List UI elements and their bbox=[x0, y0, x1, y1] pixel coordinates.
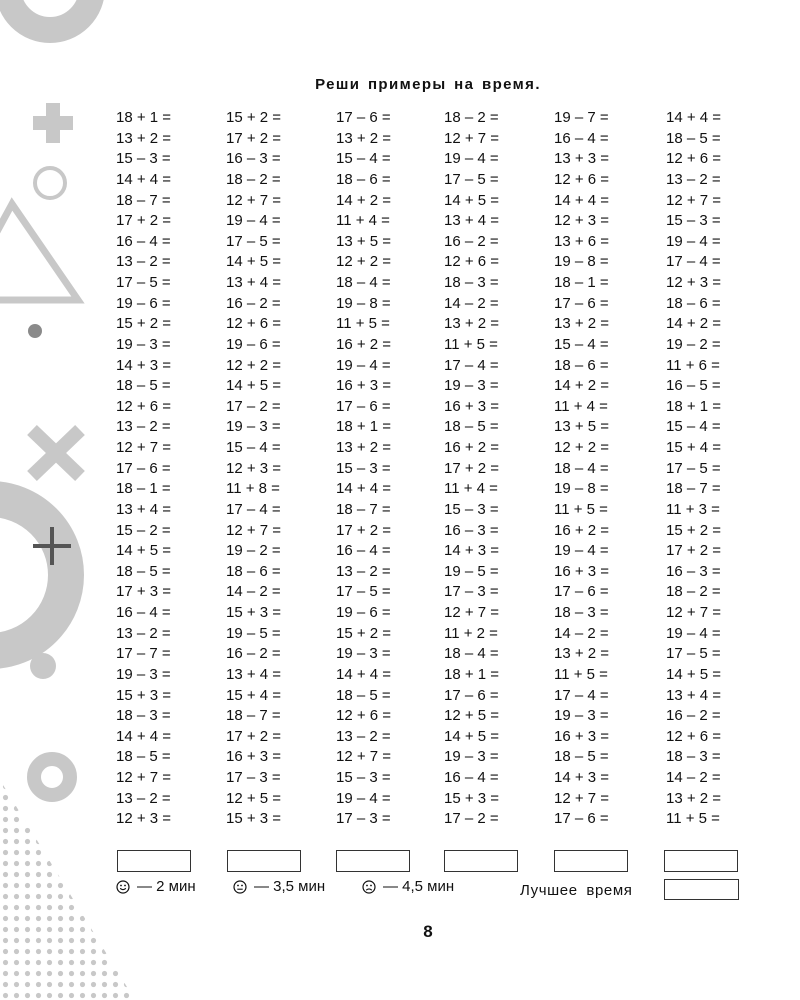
math-problem: 17 + 3 = bbox=[116, 583, 172, 601]
math-problem: 15 – 4 = bbox=[226, 439, 281, 456]
math-problem: 17 – 2 = bbox=[226, 397, 281, 415]
math-problem: 18 – 4 = bbox=[444, 645, 499, 663]
math-problem: 15 + 3 = bbox=[116, 686, 172, 704]
legend-text-medium: — 3,5 мин bbox=[254, 878, 326, 895]
math-problem: 14 + 4 = bbox=[554, 191, 610, 209]
math-problem: 12 + 6 = bbox=[666, 727, 722, 745]
math-problem: 17 – 4 = bbox=[444, 356, 499, 374]
math-problem: 14 – 2 = bbox=[554, 624, 609, 642]
math-problem: 15 + 3 = bbox=[444, 789, 500, 807]
math-problem: 17 – 7 = bbox=[116, 645, 171, 663]
math-problem: 19 – 8 = bbox=[554, 480, 609, 498]
math-problem: 13 + 5 = bbox=[554, 418, 610, 436]
math-problem: 15 – 4 = bbox=[554, 335, 609, 353]
math-problem: 12 + 2 = bbox=[336, 253, 392, 271]
math-problem: 19 – 8 = bbox=[554, 253, 609, 271]
math-problem: 14 + 4 = bbox=[336, 665, 392, 683]
math-problem: 16 – 2 = bbox=[666, 707, 721, 725]
math-problem: 17 – 6 = bbox=[336, 109, 391, 126]
math-problem: 15 – 3 = bbox=[116, 150, 171, 168]
math-problem: 16 + 3 = bbox=[336, 377, 392, 395]
math-problem: 11 + 5 = bbox=[336, 315, 390, 333]
math-problem: 17 – 4 = bbox=[554, 686, 609, 704]
smiling-face-icon bbox=[116, 880, 130, 894]
math-problem: 18 – 7 = bbox=[666, 480, 721, 498]
math-problem: 11 + 5 = bbox=[554, 500, 608, 518]
math-problem: 18 – 3 = bbox=[116, 707, 171, 725]
answer-box-column-2[interactable] bbox=[227, 850, 301, 872]
math-problem: 14 + 3 = bbox=[116, 356, 172, 374]
math-problem: 14 + 5 = bbox=[226, 377, 282, 395]
large-ring-shape bbox=[0, 499, 66, 651]
math-problem: 15 + 2 = bbox=[116, 315, 172, 333]
math-problem: 15 + 3 = bbox=[226, 604, 282, 621]
math-problem: 19 – 3 = bbox=[116, 335, 171, 353]
answer-box-column-3[interactable] bbox=[336, 850, 410, 872]
math-problem: 15 + 4 = bbox=[226, 686, 282, 704]
math-problem: 13 + 2 = bbox=[336, 439, 392, 456]
math-problem: 14 + 3 = bbox=[444, 542, 500, 560]
legend-text-fast: — 2 мин bbox=[137, 878, 196, 895]
math-problem: 16 – 3 = bbox=[226, 150, 281, 168]
math-problem: 18 – 2 = bbox=[444, 109, 499, 126]
math-problem: 13 + 2 = bbox=[336, 129, 392, 147]
math-problem: 12 + 7 = bbox=[444, 129, 500, 147]
math-problem: 16 + 2 = bbox=[554, 521, 610, 539]
math-problem: 16 – 3 = bbox=[444, 521, 499, 539]
math-problem: 19 – 6 = bbox=[226, 335, 281, 353]
math-problem: 11 + 3 = bbox=[666, 500, 720, 518]
math-problem: 16 – 4 = bbox=[444, 769, 499, 786]
math-problem: 15 – 4 = bbox=[336, 150, 391, 168]
dot-shape bbox=[28, 324, 42, 338]
math-problem: 13 – 2 = bbox=[116, 624, 171, 642]
grey-dot-shape bbox=[30, 653, 56, 679]
math-problem: 18 – 1 = bbox=[116, 480, 171, 498]
math-problem: 18 – 3 = bbox=[444, 274, 499, 291]
math-problem: 11 + 8 = bbox=[226, 480, 280, 498]
math-problem: 12 + 6 = bbox=[666, 150, 722, 168]
answer-box-column-4[interactable] bbox=[444, 850, 518, 872]
math-problem: 19 – 4 = bbox=[336, 789, 391, 807]
math-problem: 14 + 5 = bbox=[116, 542, 172, 560]
math-problem: 13 + 4 = bbox=[226, 274, 282, 291]
math-problem: 18 – 5 = bbox=[116, 562, 171, 580]
math-problem: 11 + 5 = bbox=[554, 665, 608, 683]
math-problem: 17 – 3 = bbox=[444, 583, 499, 601]
math-problem: 16 + 3 = bbox=[554, 562, 610, 580]
math-problem: 18 – 6 = bbox=[226, 562, 281, 580]
math-problem: 14 – 2 = bbox=[444, 294, 499, 312]
math-problem: 13 – 2 = bbox=[116, 789, 171, 807]
math-problem: 11 + 6 = bbox=[666, 356, 720, 374]
math-problem: 13 + 2 = bbox=[666, 789, 722, 807]
math-problem: 19 – 5 = bbox=[226, 624, 281, 642]
math-problem: 17 + 2 = bbox=[226, 129, 282, 147]
math-problem: 16 – 4 = bbox=[336, 542, 391, 560]
plus-icon bbox=[33, 103, 73, 143]
math-problem: 19 – 5 = bbox=[444, 562, 499, 580]
math-problem: 14 + 2 = bbox=[336, 191, 392, 209]
math-problem: 15 + 4 = bbox=[666, 439, 722, 456]
math-problem: 14 + 4 = bbox=[116, 170, 172, 188]
math-problem: 19 – 3 = bbox=[336, 645, 391, 663]
dotted-pattern bbox=[0, 780, 135, 1000]
math-problem: 17 – 5 = bbox=[226, 232, 281, 250]
math-problem: 19 – 3 = bbox=[554, 707, 609, 725]
math-problem: 11 + 4 = bbox=[336, 212, 390, 230]
page-title: Реши примеры на время. bbox=[315, 76, 541, 93]
math-problem: 18 – 7 = bbox=[226, 707, 281, 725]
math-problem: 14 + 4 = bbox=[666, 109, 722, 126]
math-problem: 18 – 5 = bbox=[336, 686, 391, 704]
math-problem: 12 + 7 = bbox=[116, 439, 172, 456]
math-problem: 15 + 2 = bbox=[336, 624, 392, 642]
math-problem: 16 + 2 = bbox=[336, 335, 392, 353]
math-problem: 13 + 5 = bbox=[336, 232, 392, 250]
answer-box-column-6[interactable] bbox=[664, 850, 738, 872]
math-problem: 14 + 3 = bbox=[554, 769, 610, 786]
math-problem: 12 + 7 = bbox=[226, 191, 282, 209]
math-problem: 17 + 2 = bbox=[666, 542, 722, 560]
math-problem: 14 + 5 = bbox=[444, 191, 500, 209]
math-problem: 16 + 2 = bbox=[444, 439, 500, 456]
math-problem: 19 – 2 = bbox=[666, 335, 721, 353]
math-problem: 12 + 2 = bbox=[554, 439, 610, 456]
math-problem: 12 + 6 = bbox=[554, 170, 610, 188]
math-problem: 13 + 2 = bbox=[554, 645, 610, 663]
math-problem: 14 + 2 = bbox=[666, 315, 722, 333]
math-problem: 16 – 5 = bbox=[666, 377, 721, 395]
math-problem: 17 – 6 = bbox=[554, 810, 609, 828]
math-problem: 17 – 5 = bbox=[444, 170, 499, 188]
legend-item-fast bbox=[116, 878, 196, 895]
math-problem: 13 – 2 = bbox=[336, 727, 391, 745]
math-problem: 16 + 3 = bbox=[226, 748, 282, 766]
math-problem: 19 – 4 = bbox=[666, 232, 721, 250]
math-problem: 19 – 4 = bbox=[336, 356, 391, 374]
multiply-icon bbox=[32, 430, 80, 476]
math-problem: 19 – 3 = bbox=[444, 377, 499, 395]
math-problem: 12 + 3 = bbox=[554, 212, 610, 230]
math-problem: 16 – 2 = bbox=[226, 645, 281, 663]
math-problem: 15 – 3 = bbox=[336, 769, 391, 786]
page-number: 8 bbox=[423, 922, 433, 941]
math-problem: 19 – 4 = bbox=[444, 150, 499, 168]
math-problem: 19 – 8 = bbox=[336, 294, 391, 312]
math-problem: 15 + 2 = bbox=[666, 521, 722, 539]
math-problem: 13 – 2 = bbox=[116, 253, 171, 271]
math-problem: 18 – 5 = bbox=[444, 418, 499, 436]
problem-grid bbox=[116, 108, 756, 830]
math-problem: 11 + 4 = bbox=[444, 480, 498, 498]
legend-item-medium bbox=[233, 878, 325, 895]
math-problem: 13 – 2 = bbox=[666, 170, 721, 188]
math-problem: 12 + 7 = bbox=[336, 748, 392, 766]
math-problem: 17 – 6 = bbox=[116, 459, 171, 477]
math-problem: 17 + 2 = bbox=[444, 459, 500, 477]
math-problem: 16 + 3 = bbox=[444, 397, 500, 415]
math-problem: 18 – 5 = bbox=[116, 377, 171, 395]
math-problem: 13 + 2 = bbox=[444, 315, 500, 333]
ring-shape-top bbox=[8, 0, 92, 30]
math-problem: 13 + 6 = bbox=[554, 232, 610, 250]
math-problem: 12 + 6 = bbox=[116, 397, 172, 415]
math-problem: 18 – 4 = bbox=[336, 274, 391, 291]
math-problem: 16 – 4 = bbox=[554, 129, 609, 147]
math-problem: 19 – 3 = bbox=[226, 418, 281, 436]
math-problem: 11 + 2 = bbox=[444, 624, 498, 642]
math-problem: 13 + 4 = bbox=[116, 500, 172, 518]
math-problem: 19 – 7 = bbox=[554, 109, 609, 126]
math-problem: 15 + 3 = bbox=[226, 810, 282, 828]
math-problem: 14 – 2 = bbox=[226, 583, 281, 601]
math-problem: 12 + 6 = bbox=[226, 315, 282, 333]
math-problem: 19 – 4 = bbox=[554, 542, 609, 560]
sad-face-icon bbox=[362, 880, 376, 894]
math-problem: 13 + 2 = bbox=[116, 129, 172, 147]
math-problem: 19 – 2 = bbox=[226, 542, 281, 560]
math-problem: 19 – 4 = bbox=[666, 624, 721, 642]
math-problem: 15 + 2 = bbox=[226, 109, 282, 126]
math-problem: 18 + 1 = bbox=[116, 109, 172, 126]
math-problem: 13 – 2 = bbox=[336, 562, 391, 580]
math-problem: 16 – 2 = bbox=[444, 232, 499, 250]
math-problem: 18 + 1 = bbox=[444, 665, 500, 683]
math-problem: 17 – 6 = bbox=[444, 686, 499, 704]
legend-item-slow bbox=[362, 878, 454, 895]
best-time-box[interactable] bbox=[664, 879, 739, 900]
math-problem: 17 + 2 = bbox=[116, 212, 172, 230]
math-problem: 18 – 5 = bbox=[666, 129, 721, 147]
math-problem: 18 – 6 = bbox=[554, 356, 609, 374]
math-problem: 12 + 7 = bbox=[554, 789, 610, 807]
math-problem: 12 + 5 = bbox=[226, 789, 282, 807]
math-problem: 19 – 4 = bbox=[226, 212, 281, 230]
math-problem: 12 + 7 = bbox=[444, 604, 500, 621]
math-problem: 13 – 2 = bbox=[116, 418, 171, 436]
math-problem: 17 – 5 = bbox=[666, 459, 721, 477]
math-problem: 16 – 4 = bbox=[116, 604, 171, 621]
math-problem: 18 – 3 = bbox=[666, 748, 721, 766]
math-problem: 11 + 5 = bbox=[444, 335, 498, 353]
small-ring-shape bbox=[35, 168, 65, 198]
math-problem: 11 + 4 = bbox=[554, 397, 608, 415]
math-problem: 14 + 4 = bbox=[336, 480, 392, 498]
math-problem: 11 + 5 = bbox=[666, 810, 720, 828]
math-problem: 17 – 3 = bbox=[336, 810, 391, 828]
math-problem: 19 – 3 = bbox=[116, 665, 171, 683]
math-problem: 17 + 2 = bbox=[226, 727, 282, 745]
math-problem: 13 + 4 = bbox=[226, 665, 282, 683]
math-problem: 18 – 6 = bbox=[666, 294, 721, 312]
triangle-shape bbox=[0, 204, 78, 300]
math-problem: 14 + 5 = bbox=[666, 665, 722, 683]
math-problem: 17 – 6 = bbox=[554, 583, 609, 601]
math-problem: 12 + 3 = bbox=[116, 810, 172, 828]
math-problem: 18 – 2 = bbox=[226, 170, 281, 188]
math-problem: 18 – 5 = bbox=[554, 748, 609, 766]
math-problem: 13 + 3 = bbox=[554, 150, 610, 168]
math-problem: 15 – 3 = bbox=[666, 212, 721, 230]
math-problem: 15 – 3 = bbox=[336, 459, 391, 477]
ring-shape-lower bbox=[34, 759, 70, 795]
math-problem: 15 – 2 = bbox=[116, 521, 171, 539]
math-problem: 13 + 4 = bbox=[666, 686, 722, 704]
math-problem: 17 – 6 = bbox=[554, 294, 609, 312]
math-problem: 12 + 6 = bbox=[444, 253, 500, 271]
math-problem: 17 – 5 = bbox=[116, 274, 171, 291]
math-problem: 16 – 4 = bbox=[116, 232, 171, 250]
answer-box-column-1[interactable] bbox=[117, 850, 191, 872]
math-problem: 13 + 4 = bbox=[444, 212, 500, 230]
math-problem: 13 + 2 = bbox=[554, 315, 610, 333]
math-problem: 14 + 2 = bbox=[554, 377, 610, 395]
math-problem: 16 – 3 = bbox=[666, 562, 721, 580]
math-problem: 17 – 4 = bbox=[666, 253, 721, 271]
math-problem: 12 + 7 = bbox=[116, 769, 172, 786]
math-problem: 18 – 7 = bbox=[116, 191, 171, 209]
math-problem: 17 – 2 = bbox=[444, 810, 499, 828]
math-problem: 14 + 5 = bbox=[226, 253, 282, 271]
math-problem: 19 – 6 = bbox=[336, 604, 391, 621]
math-problem: 12 + 7 = bbox=[666, 604, 722, 621]
math-problem: 12 + 5 = bbox=[444, 707, 500, 725]
math-problem: 18 – 4 = bbox=[554, 459, 609, 477]
math-problem: 12 + 3 = bbox=[226, 459, 282, 477]
math-problem: 15 – 3 = bbox=[444, 500, 499, 518]
math-problem: 14 + 5 = bbox=[444, 727, 500, 745]
math-problem: 17 – 6 = bbox=[336, 397, 391, 415]
math-problem: 18 – 2 = bbox=[666, 583, 721, 601]
math-problem: 17 – 4 = bbox=[226, 500, 281, 518]
math-problem: 17 – 5 = bbox=[666, 645, 721, 663]
math-problem: 12 + 2 = bbox=[226, 356, 282, 374]
math-problem: 18 – 1 = bbox=[554, 274, 609, 291]
math-problem: 18 – 5 = bbox=[116, 748, 171, 766]
math-problem: 14 – 2 = bbox=[666, 769, 721, 786]
math-problem: 18 – 7 = bbox=[336, 500, 391, 518]
neutral-face-icon bbox=[233, 880, 247, 894]
math-problem: 16 – 2 = bbox=[226, 294, 281, 312]
math-problem: 15 – 4 = bbox=[666, 418, 721, 436]
answer-boxes-row bbox=[0, 850, 800, 872]
math-problem: 12 + 7 = bbox=[226, 521, 282, 539]
legend-text-slow: — 4,5 мин bbox=[383, 878, 455, 895]
math-problem: 18 + 1 = bbox=[336, 418, 392, 436]
math-problem: 12 + 7 = bbox=[666, 191, 722, 209]
math-problem: 18 + 1 = bbox=[666, 397, 722, 415]
math-problem: 17 – 3 = bbox=[226, 769, 281, 786]
math-problem: 12 + 6 = bbox=[336, 707, 392, 725]
math-problem: 18 – 6 = bbox=[336, 170, 391, 188]
math-problem: 16 + 3 = bbox=[554, 727, 610, 745]
math-problem: 14 + 4 = bbox=[116, 727, 172, 745]
math-problem: 12 + 3 = bbox=[666, 274, 722, 291]
best-time-label: Лучшее время bbox=[520, 882, 633, 899]
math-problem: 19 – 3 = bbox=[444, 748, 499, 766]
math-problem: 19 – 6 = bbox=[116, 294, 171, 312]
answer-box-column-5[interactable] bbox=[554, 850, 628, 872]
math-problem: 17 + 2 = bbox=[336, 521, 392, 539]
math-problem: 17 – 5 = bbox=[336, 583, 391, 601]
math-problem: 18 – 3 = bbox=[554, 604, 609, 621]
